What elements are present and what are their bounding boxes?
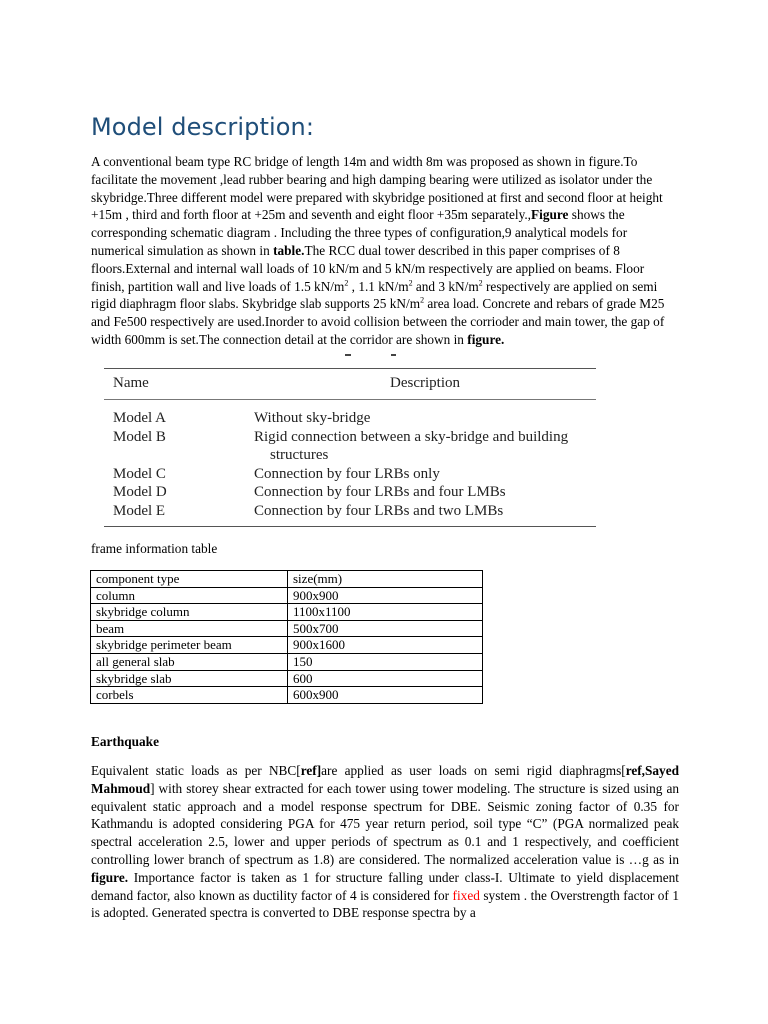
fixed-highlight: fixed [452,887,480,903]
frame-table-caption: frame information table [91,541,218,556]
frame-information-table [90,570,483,704]
table-row [91,687,483,704]
earthquake-paragraph: Equivalent static loads as per NBC[ref]are applied as user loads on semi rigid diaphragms[ref,Sayed Mahmoud] with storey shear extracted for each tower using tower modeling. The structure is sized using an equivalent static approach and a model response spectrum for DBE. Seismic zoning factor of 0.35 for Kathmandu is adopted considering PGA for 475 year return period, soil type “C” (PGA normalized peak spectral acceleration 2.5, lower and upper periods of spectrum as 0.1 and 1 respectively, and coefficient controlling lower branch of spectrum as 1.8) are considered. The normalized acceleration value is …g as in figure. Importance factor is taken as 1 for structure falling under class-I. Ultimate to yield displacement demand factor, also known as ductility factor of 4 is considered for fixed system . the Overstrength factor of 1 is adopted. Generated spectra is converted to DBE response spectra by a [91,763,679,921]
model-description: Connection by four LRBs and two LMBs [254,502,596,527]
table-row [104,483,596,502]
table-row [91,653,483,670]
size-cell: 900x1600 [288,637,483,654]
size-cell: 900x900 [288,587,483,604]
intro-paragraph: A conventional beam type RC bridge of length 14m and width 8m was proposed as shown in figure.To facilitate the movement ,lead rubber bearing and high damping bearing were utilized as isolator under the skybridge.Three different model were prepared with skybridge positioned at first and second floor at height +15m , third and forth floor at +25m and seventh and eight floor +35m separately.,Figure shows the corresponding schematic diagram . Including the three types of configuration,9 analytical models for numerical simulation as shown in table.The RCC dual tower described in this paper comprises of 8 floors.External and internal wall loads of 10 kN/m and 5 kN/m respectively are applied on beams. Floor finish, partition wall and live loads of 1.5 $kN/m^2$ , 1.1 $kN/m^2$ and 3 $kN/m^2$ respectively are applied on semi rigid diaphragm floor slabs. Skybridge slab supports 25 $kN/m^2$ area load. Concrete and rebars of grade M25 and Fe500 respectively are used.Inorder to avoid collision between the corrioder and main tower, the gap of width 600mm is set.The connection detail at the corridor are shown in figure. [91,154,665,347]
table-row [104,465,596,484]
model-name: Model C [113,465,166,482]
size-cell: 600 [288,670,483,687]
component-cell: skybridge slab [91,670,288,687]
component-cell: corbels [91,687,288,704]
component-cell: skybridge perimeter beam [91,637,288,654]
model-name: Model B [113,428,166,445]
table-row [104,400,596,428]
table-row [104,428,596,465]
table-row [91,604,483,621]
size-cell: 1100x1100 [288,604,483,621]
model-table-header-name: Name [104,369,254,400]
size-cell: 150 [288,653,483,670]
size-cell: 500x700 [288,620,483,637]
table-row [91,571,483,588]
model-description: Connection by four LRBs only [254,465,440,482]
component-cell: skybridge column [91,604,288,621]
model-name: Model D [113,484,167,500]
model-description: Without sky-bridge [254,410,371,426]
component-cell: component type [91,571,288,588]
model-description: Connection by four LRBs and four LMBs [254,484,506,500]
table-row [104,502,596,527]
model-table [104,368,596,527]
model-name: Model E [104,502,254,527]
section-heading: Model description: [91,113,315,141]
table-row [91,620,483,637]
component-cell: beam [91,620,288,637]
size-cell: 600x900 [288,687,483,704]
model-description: Rigid connection between a sky-bridge and building structures [254,428,569,463]
table-row [91,670,483,687]
cropped-caption-remnant [91,350,679,359]
table-row [91,587,483,604]
table-row [91,637,483,654]
size-cell: size(mm) [288,571,483,588]
model-table-header-description: Description [254,369,596,400]
model-name: Model A [113,410,166,426]
component-cell: all general slab [91,653,288,670]
earthquake-heading: Earthquake [91,734,159,749]
component-cell: column [91,587,288,604]
